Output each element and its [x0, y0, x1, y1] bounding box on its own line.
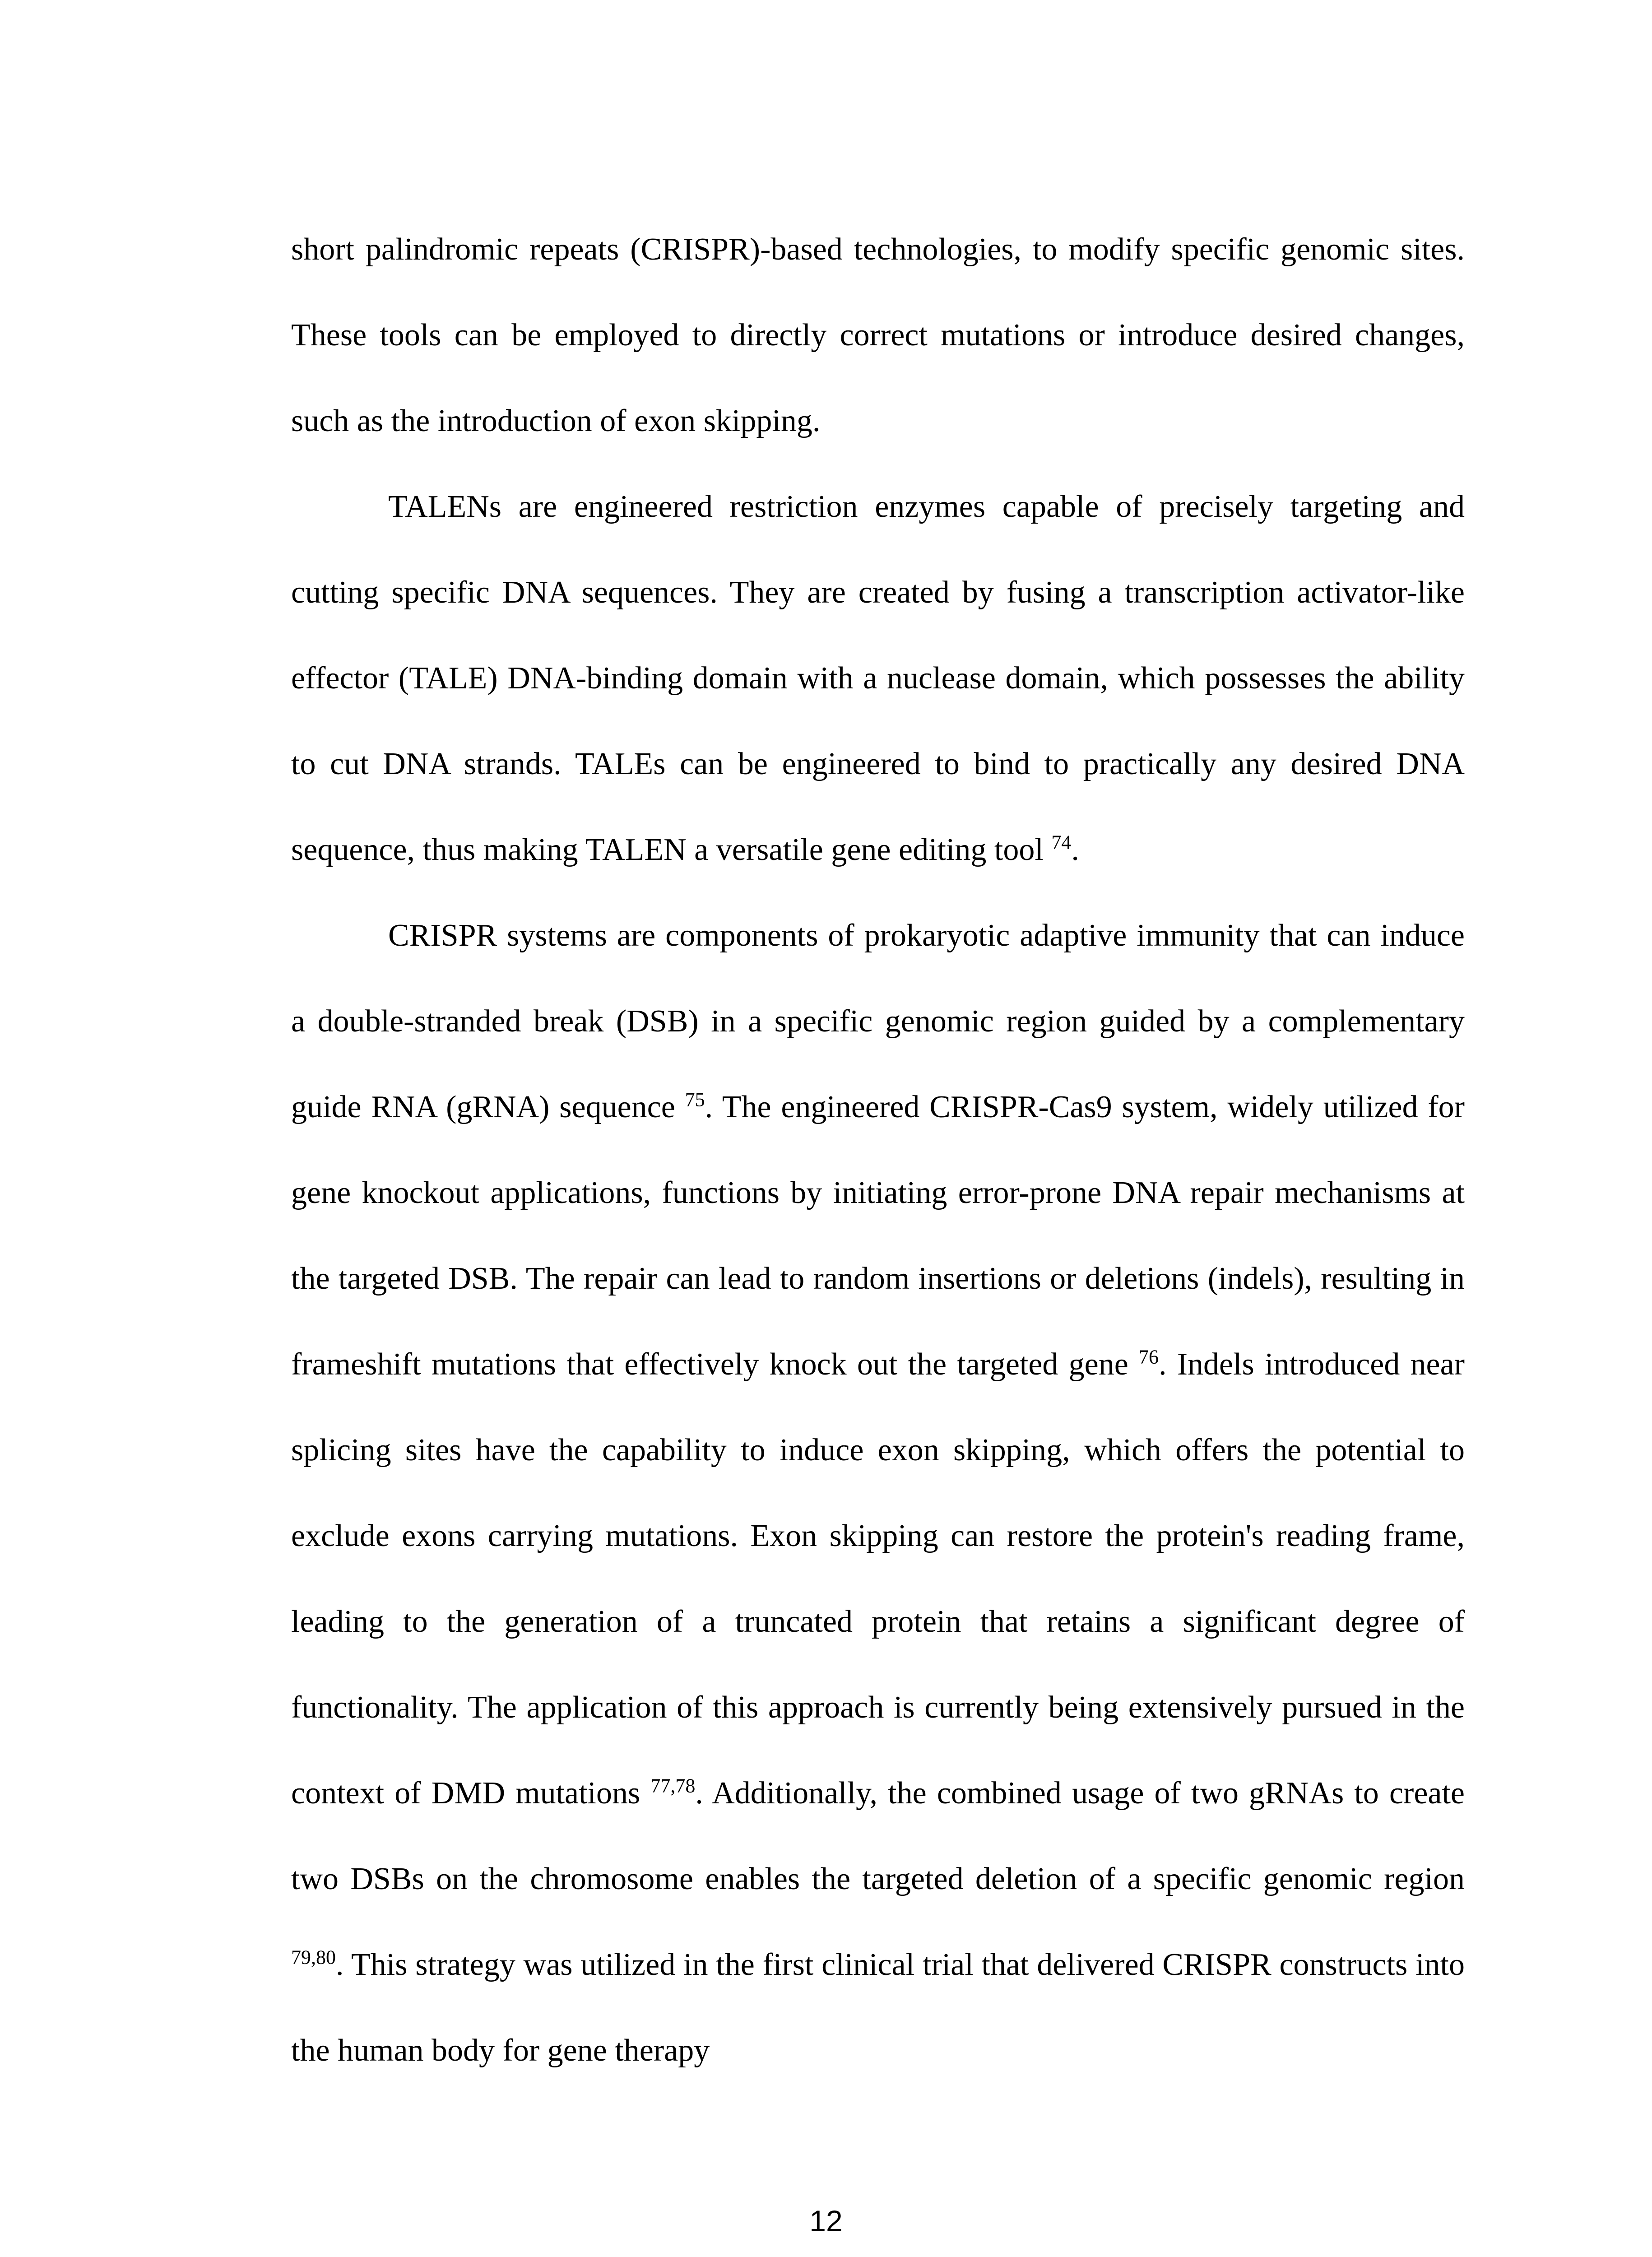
citation-75: 75	[685, 1088, 705, 1111]
text-segment: . The engineered CRISPR-Cas9 system, widely utilized for gene knockout applications, functions by initiating error-prone DNA repair mechanisms at the targeted DSB. The repair can lead to random insertions or deletions (indels), resulting in frameshift mutations that effectively knock out the targeted gene	[291, 1090, 1465, 1382]
body-text	[291, 207, 1465, 2094]
text-segment: short palindromic repeats (CRISPR)-based technologies, to modify specific genomic sites. These tools can be employed to directly correct mutations or introduce desired changes, such as the introduction of exon skipping.	[291, 232, 1465, 438]
text-segment: . Indels introduced near splicing sites have the capability to induce exon skipping, which offers the potential to exclude exons carrying mutations. Exon skipping can restore the protein's reading frame, leading to the generation of a truncated protein that retains a significant degree of functionality. The application of this approach is currently being extensively pursued in the context of DMD mutations	[291, 1347, 1465, 1811]
paragraph-1	[291, 207, 1465, 464]
citation-76: 76	[1138, 1346, 1159, 1368]
text-segment: . This strategy was utilized in the first clinical trial that delivered CRISPR constructs into the human body for gene therapy	[291, 1947, 1465, 2068]
text-segment: TALENs are engineered restriction enzymes capable of precisely targeting and cutting specific DNA sequences. They are created by fusing a transcription activator-like effector (TALE) DNA-binding domain with a nuclease domain, which possesses the ability to cut DNA strands. TALEs can be engineered to bind to practically any desired DNA sequence, thus making TALEN a versatile gene editing tool	[291, 489, 1465, 867]
text-segment: .	[1071, 832, 1079, 867]
citation-77-78: 77,78	[650, 1774, 696, 1797]
citation-74: 74	[1051, 831, 1072, 854]
text-segment: . Additionally, the combined usage of two gRNAs to create two DSBs on the chromosome enables the targeted deletion of a specific genomic region	[291, 1776, 1465, 1896]
text-segment: CRISPR systems are components of prokaryotic adaptive immunity that can induce a double-stranded break (DSB) in a specific genomic region guided by a complementary guide RNA (gRNA) sequence	[291, 918, 1465, 1124]
citation-79-80: 79,80	[291, 1946, 336, 1969]
paragraph-3	[291, 893, 1465, 2094]
paragraph-2	[291, 464, 1465, 893]
page-number: 12	[809, 2204, 843, 2238]
